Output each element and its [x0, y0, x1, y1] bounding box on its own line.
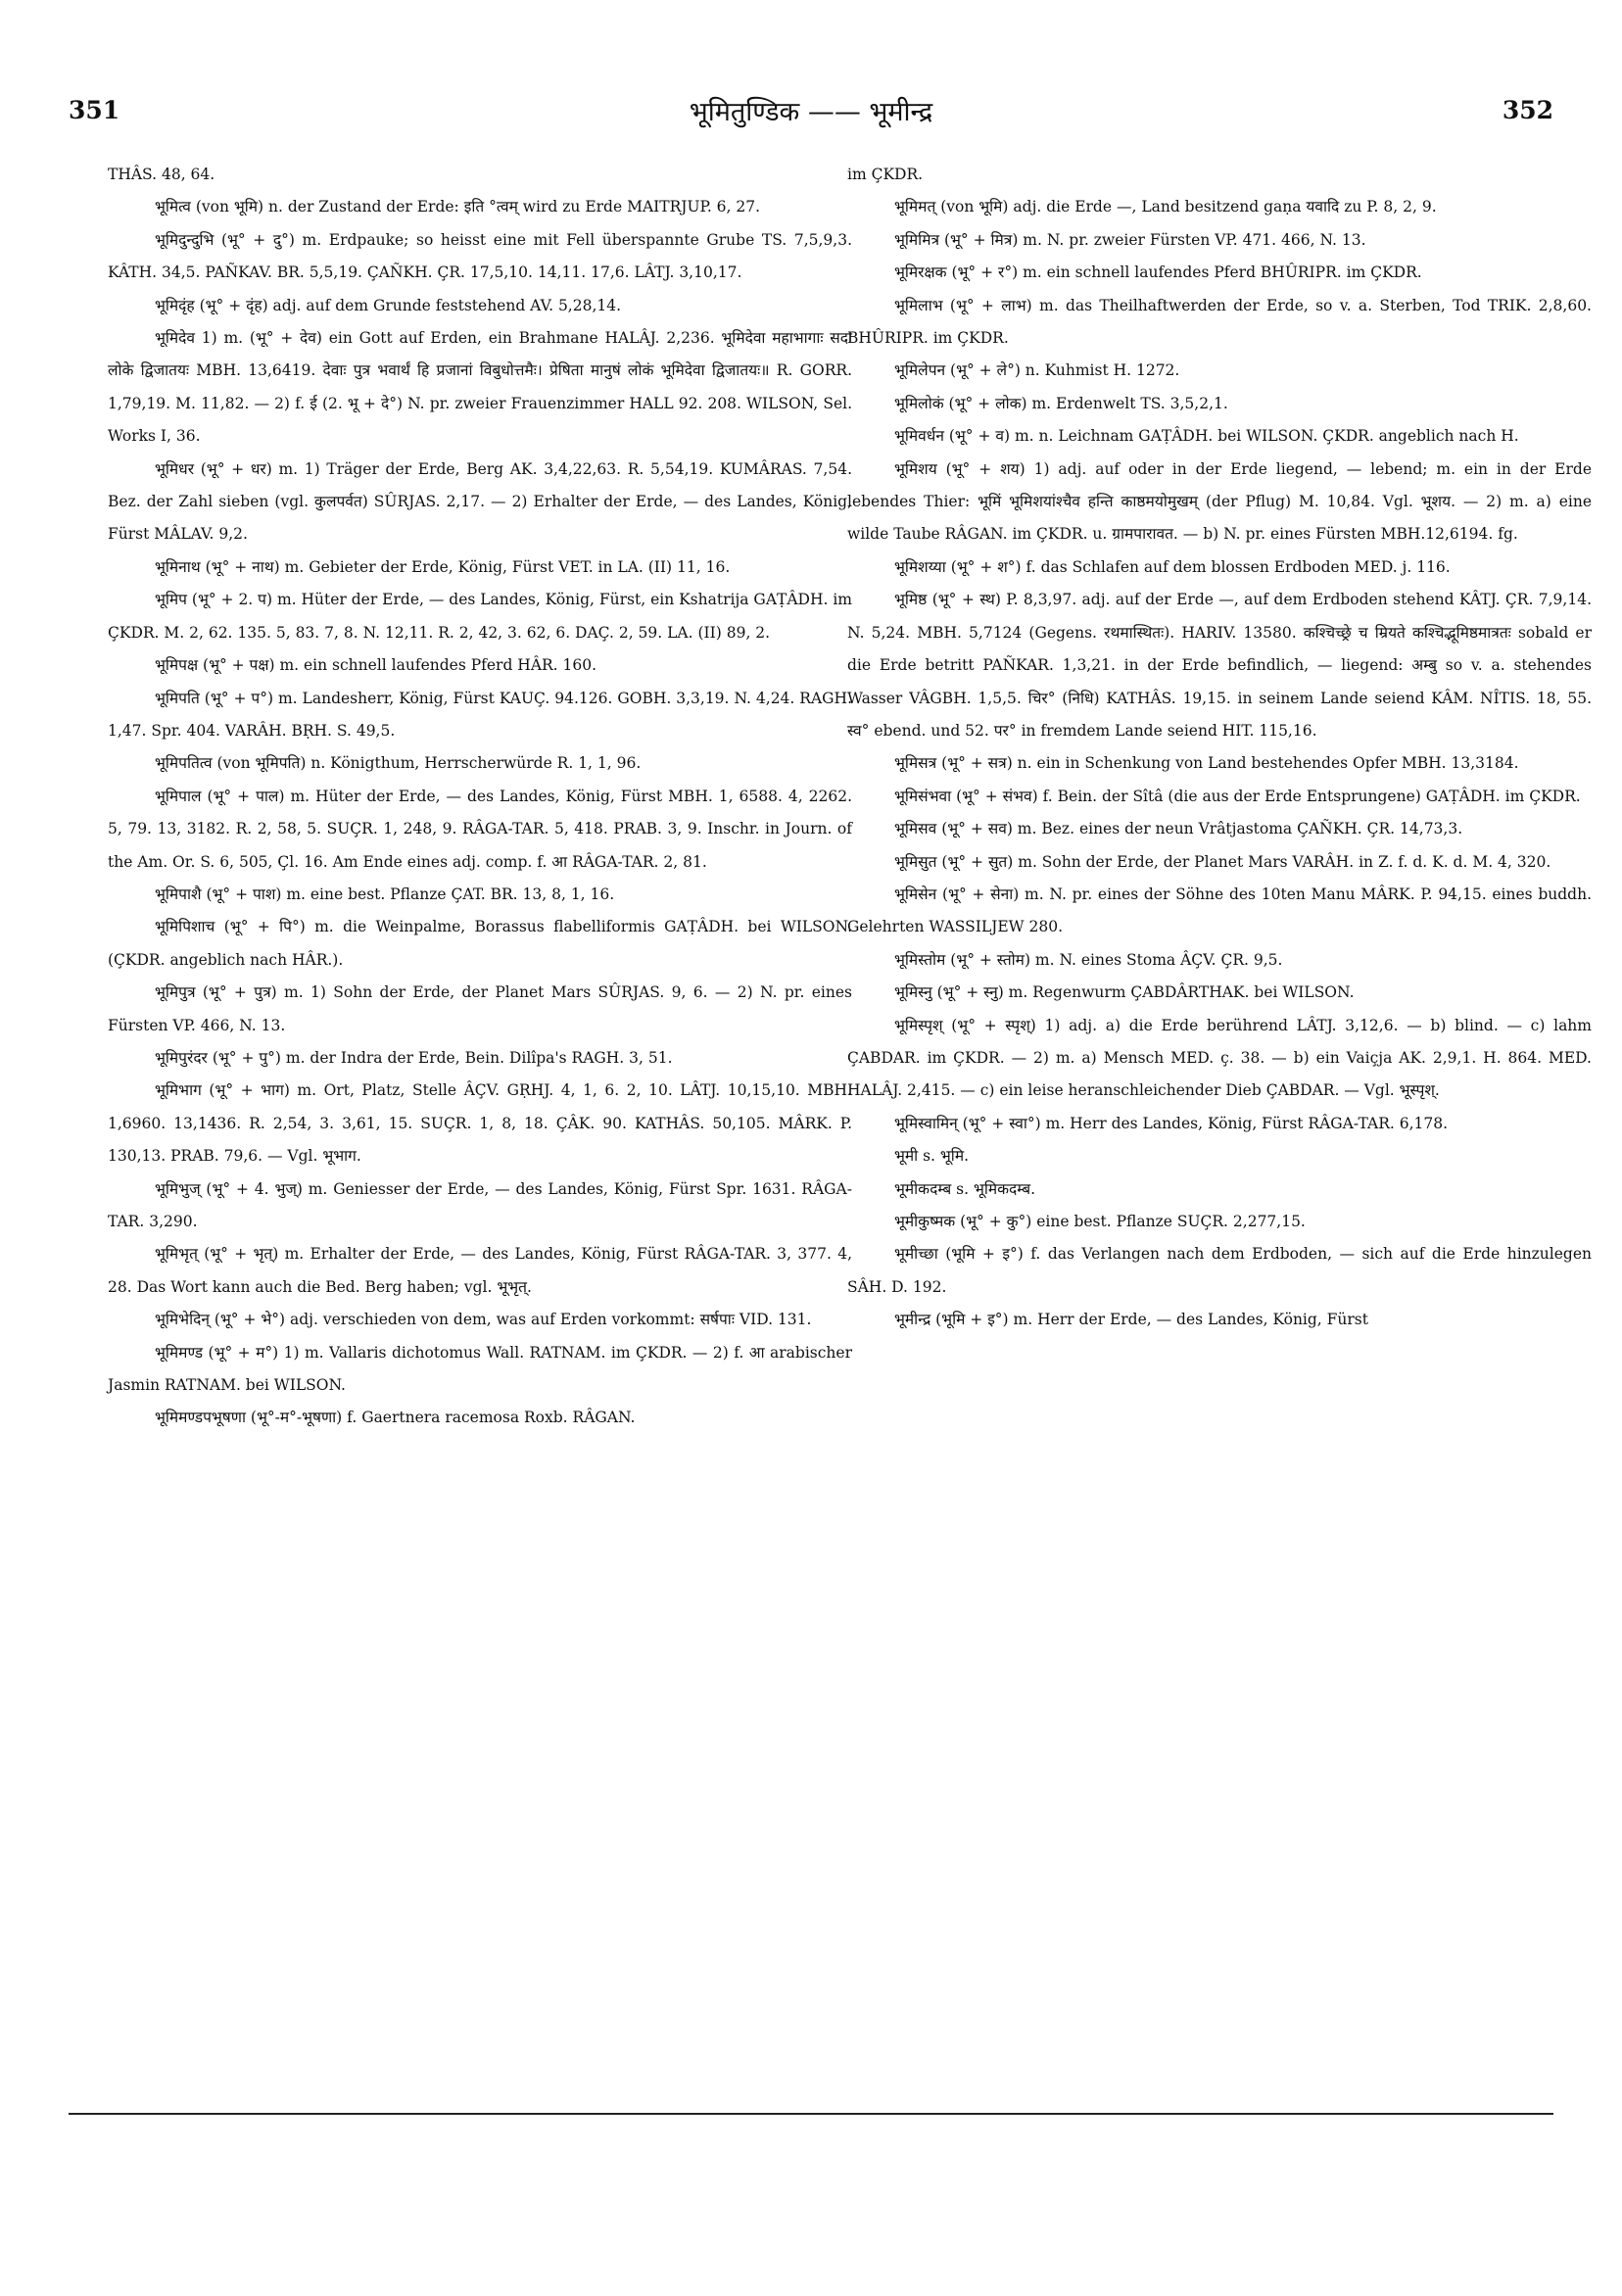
dictionary-entry: भूमीच्छा (भूमि + इ°) f. das Verlangen nach dem Erdboden, — sich auf die Erde hinzulegen SÂH. D. 192.	[847, 1245, 1592, 1296]
dictionary-entry: भूमिसुत (भू° + सुत) m. Sohn der Erde, der Planet Mars VARÂH. in Z. f. d. K. d. M. 4, 320.	[894, 852, 1551, 871]
page-header	[69, 96, 1553, 135]
dictionary-entry: भूमिपुत्र (भू° + पुत्र) m. 1) Sohn der Erde, der Planet Mars SÛRJAS. 9, 6. — 2) N. pr. eines Fürsten VP. 466, N. 13.	[108, 983, 852, 1034]
dictionary-entry: भूमिस्वामिन् (भू° + स्वा°) m. Herr des Landes, König, Fürst RÂGA-TAR. 6,178.	[894, 1114, 1449, 1132]
dictionary-entry: भूमिनाथ (भू° + नाथ) m. Gebieter der Erde, König, Fürst VET. in LA. (II) 11, 16.	[155, 557, 731, 576]
dictionary-entry: भूमिमत् (von भूमि) adj. die Erde —, Land besitzend gaṇa यवादि zu P. 8, 2, 9.	[894, 198, 1437, 216]
dictionary-entry: भूमिपाल (भू° + पाल) m. Hüter der Erde, — des Landes, König, Fürst MBH. 1, 6588. 4, 2262. 5, 79. 13, 3182. R. 2, 58, 5. SUÇR. 1, 248, 9. RÂGA-TAR. 5, 418. PRAB. 3, 9. Inschr. in Journ. of the Am. Or. S. 6, 505, Çl. 16. Am Ende eines adj. comp. f. आ RÂGA-TAR. 2, 81.	[108, 787, 852, 871]
dictionary-entry: भूमीकुष्मक (भू° + कु°) eine best. Pflanze SUÇR. 2,277,15.	[894, 1213, 1306, 1230]
dictionary-entry: THÂS. 48, 64.	[108, 166, 215, 183]
dictionary-entry: भूमिवर्धन (भू° + व) m. n. Leichnam GAṬÂDH. bei WILSON. ÇKDR. angeblich nach H.	[894, 427, 1519, 446]
dictionary-entry: भूमिरक्षक (भू° + र°) m. ein schnell laufendes Pferd BHÛRIPR. im ÇKDR.	[894, 263, 1422, 282]
dictionary-entry: भूमिष्ठ (भू° + स्थ) P. 8,3,97. adj. auf der Erde —, auf dem Erdboden stehend KÂTJ. ÇR. 7,9,14. N. 5,24. MBH. 5,7124 (Gegens. रथमास्थितः). HARIV. 13580. कश्चिच्छ्रे च म्रियते कश्चिद्भूमिष्ठमात्रतः sobald er die Erde betritt PAÑKAR. 1,3,21. in der Erde befindlich, — liegend: अम्बु so v. a. stehendes Wasser VÂGBH. 1,5,5. चिर° (निधि) KATHÂS. 19,15. in seinem Lande seiend KÂM. NÎTIS. 18, 55. स्व° ebend. und 52. पर° in fremdem Lande seiend HIT. 115,16.	[847, 591, 1592, 740]
dictionary-entry: भूमिमित्र (भू° + मित्र) m. N. pr. zweier Fürsten VP. 471. 466, N. 13.	[894, 230, 1366, 249]
dictionary-entry: भूमिप (भू° + 2. प) m. Hüter der Erde, — des Landes, König, Fürst, ein Kshatrija GAṬÂDH. im ÇKDR. M. 2, 62. 135. 5, 83. 7, 8. N. 12,11. R. 2, 42, 3. 62, 6. DAÇ. 2, 59. LA. (II) 89, 2.	[108, 591, 852, 642]
dictionary-entry: भूमिभाग (भू° + भाग) m. Ort, Platz, Stelle ÂÇV. GṚHJ. 4, 1, 6. 2, 10. LÂTJ. 10,15,10. MBH. 1,6960. 13,1436. R. 2,54, 3. 3,61, 15. SUÇR. 1, 8, 18. ÇÂK. 90. KATHÂS. 50,105. MÂRK. P. 130,13. PRAB. 79,6. — Vgl. भूभाग.	[108, 1081, 852, 1166]
dictionary-entry: भूमिभेदिन् (भू° + भे°) adj. verschieden von dem, was auf Erden vorkommt: सर्षपाः VID. 131.	[155, 1311, 812, 1329]
dictionary-entry: भूमिमण्ड (भू° + म°) 1) m. Vallaris dichotomus Wall. RATNAM. im ÇKDR. — 2) f. आ arabischer Jasmin RATNAM. bei WILSON.	[108, 1343, 852, 1395]
dictionary-entry: भूमिशय (भू° + शय) 1) adj. auf oder in der Erde liegend, — lebend; m. ein in der Erde lebendes Thier: भूमिं भूमिशयांश्चैव हन्ति काष्ठमयोमुखम् (der Pflug) M. 10,84. Vgl. भूशय. — 2) m. a) eine wilde Taube RÂGAN. im ÇKDR. u. ग्रामपारावत. — b) N. pr. eines Fürsten MBH.12,6194. fg.	[847, 459, 1592, 544]
dictionary-entry: भूमिधर (भू° + धर) m. 1) Träger der Erde, Berg AK. 3,4,22,63. R. 5,54,19. KUMÂRAS. 7,54. Bez. der Zahl sieben (vgl. कुलपर्वत) SÛRJAS. 2,17. — 2) Erhalter der Erde, — des Landes, König, Fürst MÂLAV. 9,2.	[108, 459, 852, 544]
dictionary-entry: भूमिसत्र (भू° + सत्र) n. ein in Schenkung von Land bestehendes Opfer MBH. 13,3184.	[894, 754, 1519, 773]
dictionary-entry: भूमिमण्डपभूषणा (भू°-म°-भूषणा) f. Gaertnera racemosa Roxb. RÂGAN.	[155, 1409, 636, 1427]
dictionary-entry: भूमिपक्ष (भू° + पक्ष) m. ein schnell laufendes Pferd HÂR. 160.	[155, 656, 597, 675]
dictionary-entry: भूमिदुन्दुभि (भू° + दु°) m. Erdpauke; so heisst eine mit Fell überspannte Grube TS. 7,5,9,3. KÂTH. 34,5. PAÑKAV. BR. 5,5,19. ÇAÑKH. ÇR. 17,5,10. 14,11. 17,6. LÂTJ. 3,10,17.	[108, 230, 852, 282]
dictionary-entry: भूमिदेव 1) m. (भू° + देव) ein Gott auf Erden, ein Brahmane HALÂJ. 2,236. भूमिदेवा महाभागाः सदा लोके द्विजातयः MBH. 13,6419. देवाः पुत्र भवार्थं हि प्रजानां विबुधोत्तमैः। प्रेषिता मानुषं लोकं भूमिदेवा द्विजातयः॥ R. GORR. 1,79,19. M. 11,82. — 2) f. ई (2. भू + दे°) N. pr. zweier Frauenzimmer HALL 92. 208. WILSON, Sel. Works I, 36.	[108, 329, 852, 446]
dictionary-entry: भूमिलेपन (भू° + ले°) n. Kuhmist H. 1272.	[894, 361, 1180, 380]
dictionary-entry: भूमिभुज् (भू° + 4. भुज्) m. Geniesser der Erde, — des Landes, König, Fürst Spr. 1631. RÂGA-TAR. 3,290.	[108, 1179, 852, 1230]
dictionary-entry: भूमिस्तोम (भू° + स्तोम) m. N. eines Stoma ÂÇV. ÇR. 9,5.	[894, 950, 1283, 969]
dictionary-entry: भूमिदृंह (भू° + दृंह) adj. auf dem Grunde feststehend AV. 5,28,14.	[155, 296, 622, 314]
dictionary-entry: भूमिसंभवा (भू° + संभव) f. Bein. der Sîtâ (die aus der Erde Entsprungene) GAṬÂDH. im ÇKDR.	[894, 787, 1581, 805]
dictionary-entry: im ÇKDR.	[847, 166, 924, 183]
page-number-right: 352	[1502, 96, 1553, 124]
running-title: भूमितुण्डिक —— भूमीन्द्र	[689, 97, 933, 127]
dictionary-entry: भूमीकदम्ब s. भूमिकदम्ब.	[894, 1179, 1036, 1198]
dictionary-entry: भूमिसव (भू° + सव) m. Bez. eines der neun Vrâtjastoma ÇAÑKH. ÇR. 14,73,3.	[894, 820, 1463, 838]
dictionary-entry: भूमिपाशै (भू° + पाश) m. eine best. Pflanze ÇAT. BR. 13, 8, 1, 16.	[155, 885, 615, 903]
dictionary-entry: भूमिसेन (भू° + सेना) m. N. pr. eines der Söhne des 10ten Manu MÂRK. P. 94,15. eines buddh. Gelehrten WASSILJEW 280.	[847, 885, 1592, 936]
footer-rule	[69, 2113, 1553, 2115]
dictionary-entry: भूमीन्द्र (भूमि + इ°) m. Herr der Erde, — des Landes, König, Fürst	[894, 1311, 1368, 1329]
dictionary-entry: भूमिस्नु (भू° + स्नु) m. Regenwurm ÇABDÂRTHAK. bei WILSON.	[894, 983, 1355, 1002]
left-column	[108, 159, 852, 1435]
right-column	[847, 159, 1592, 1337]
dictionary-entry: भूमिभृत् (भू° + भृत्) m. Erhalter der Erde, — des Landes, König, Fürst RÂGA-TAR. 3, 377. 4, 28. Das Wort kann auch die Bed. Berg haben; vgl. भूभृत्.	[108, 1245, 852, 1296]
dictionary-entry: भूमिलाभ (भू° + लाभ) m. das Theilhaftwerden der Erde, so v. a. Sterben, Tod TRIK. 2,8,60. BHÛRIPR. im ÇKDR.	[847, 296, 1592, 348]
dictionary-entry: भूमिशय्या (भू° + श°) f. das Schlafen auf dem blossen Erdboden MED. j. 116.	[894, 557, 1451, 576]
dictionary-entry: भूमिपतित्व (von भूमिपति) n. Königthum, Herrscherwürde R. 1, 1, 96.	[155, 754, 642, 773]
dictionary-entry: भूमिपुरंदर (भू° + पु°) m. der Indra der Erde, Bein. Dilîpa's RAGH. 3, 51.	[155, 1048, 673, 1067]
dictionary-entry: भूमिपति (भू° + प°) m. Landesherr, König, Fürst KAUÇ. 94.126. GOBH. 3,3,19. N. 4,24. RAGH. 1,47. Spr. 404. VARÂH. BṚH. S. 49,5.	[108, 689, 852, 740]
dictionary-entry: भूमिलोकं (भू° + लोक) m. Erdenwelt TS. 3,5,2,1.	[894, 394, 1228, 412]
dictionary-entry: भूमिस्पृश् (भू° + स्पृश्) 1) adj. a) die Erde berührend LÂTJ. 3,12,6. — b) blind. — c) lahm ÇABDAR. im ÇKDR. — 2) m. a) Mensch MED. ç. 38. — b) ein Vaiçja AK. 2,9,1. H. 864. MED. HALÂJ. 2,415. — c) ein leise heranschleichender Dieb ÇABDAR. — Vgl. भूस्पृश्.	[847, 1016, 1592, 1100]
dictionary-entry: भूमित्व (von भूमि) n. der Zustand der Erde: इति °त्वम् wird zu Erde MAITRJUP. 6, 27.	[155, 198, 761, 216]
dictionary-entry: भूमी s. भूमि.	[894, 1147, 970, 1166]
dictionary-entry: भूमिपिशाच (भू° + पि°) m. die Weinpalme, Borassus flabelliformis GAṬÂDH. bei WILSON. (ÇKDR. angeblich nach HÂR.).	[108, 918, 852, 969]
page-number-left: 351	[69, 96, 120, 124]
